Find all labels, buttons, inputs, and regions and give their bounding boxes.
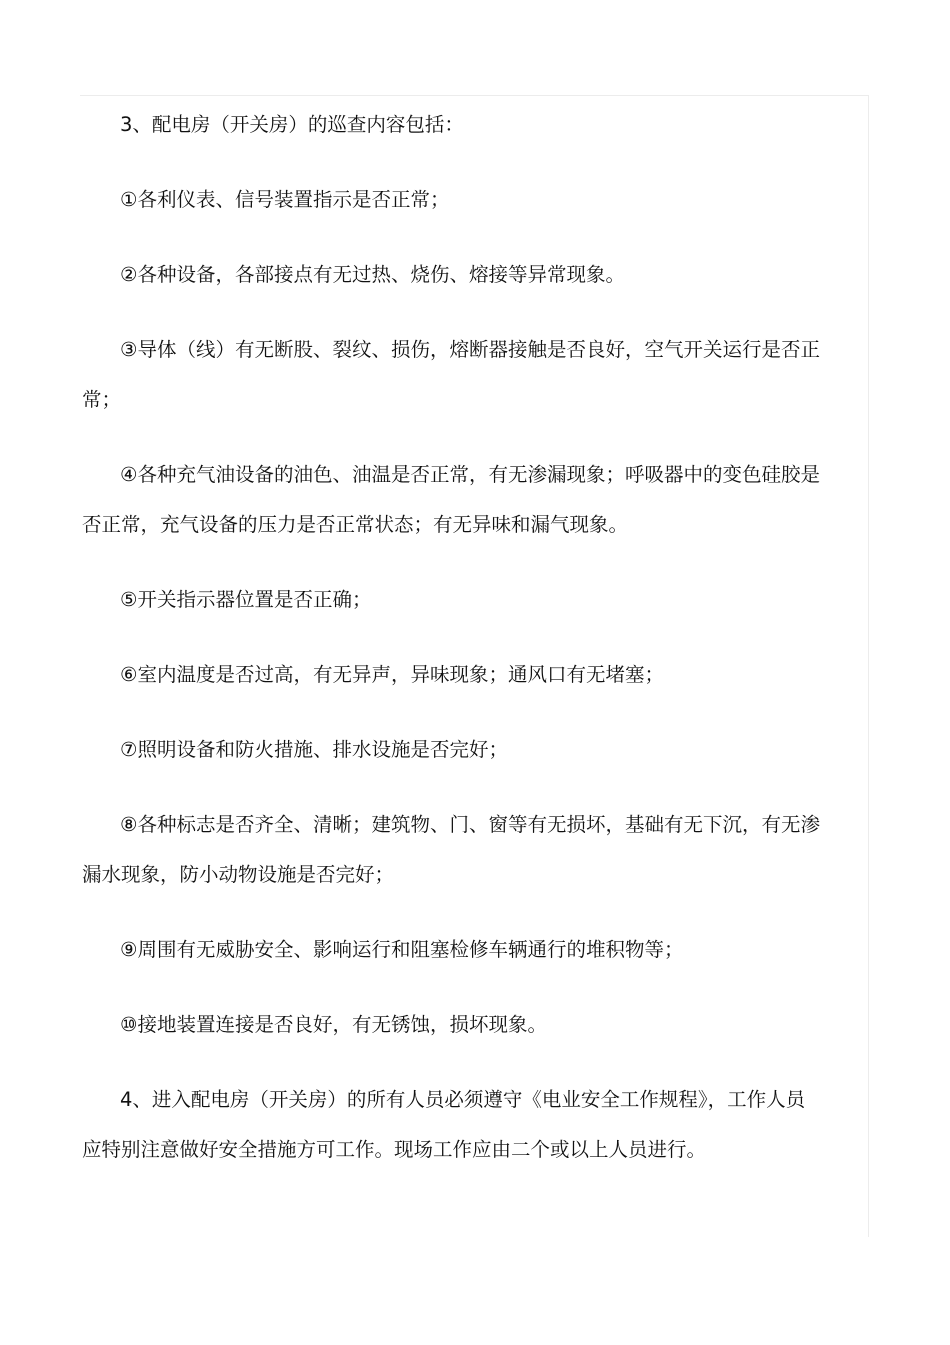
paragraph-item-2: ②各种设备，各部接点有无过热、烧伤、熔接等异常现象。 — [120, 263, 625, 286]
paragraph-section-4: 4、进入配电房（开关房）的所有人员必须遵守《电业安全工作规程》，工作人员应特别注意做好安全措施方可工作。现场工作应由二个或以上人员进行。 — [82, 1088, 806, 1161]
paragraph-item-8: ⑧各种标志是否齐全、清晰；建筑物、门、窗等有无损坏，基础有无下沉，有无渗漏水现象，防小动物设施是否完好； — [82, 813, 820, 886]
paragraph-item-4: ④各种充气油设备的油色、油温是否正常，有无渗漏现象；呼吸器中的变色硅胶是否正常，充气设备的压力是否正常状态；有无异味和漏气现象。 — [82, 463, 820, 536]
paragraph-item-3: ③导体（线）有无断股、裂纹、损伤，熔断器接触是否良好，空气开关运行是否正常； — [82, 338, 820, 411]
paragraph-item-5: ⑤开关指示器位置是否正确； — [120, 588, 372, 611]
paragraph-item-9: ⑨周围有无威胁安全、影响运行和阻塞检修车辆通行的堆积物等； — [120, 938, 684, 961]
paragraph-item-10: ⑩接地装置连接是否良好，有无锈蚀，损坏现象。 — [120, 1013, 547, 1036]
document-body — [82, 100, 822, 1200]
paragraph-item-6: ⑥室内温度是否过高，有无异声，异味现象；通风口有无堵塞； — [120, 663, 664, 686]
paragraph-item-1: ①各利仪表、信号装置指示是否正常； — [120, 188, 450, 211]
paragraph-section-3-heading: 3、配电房（开关房）的巡查内容包括： — [120, 113, 464, 136]
paragraph-item-7: ⑦照明设备和防火措施、排水设施是否完好； — [120, 738, 508, 761]
